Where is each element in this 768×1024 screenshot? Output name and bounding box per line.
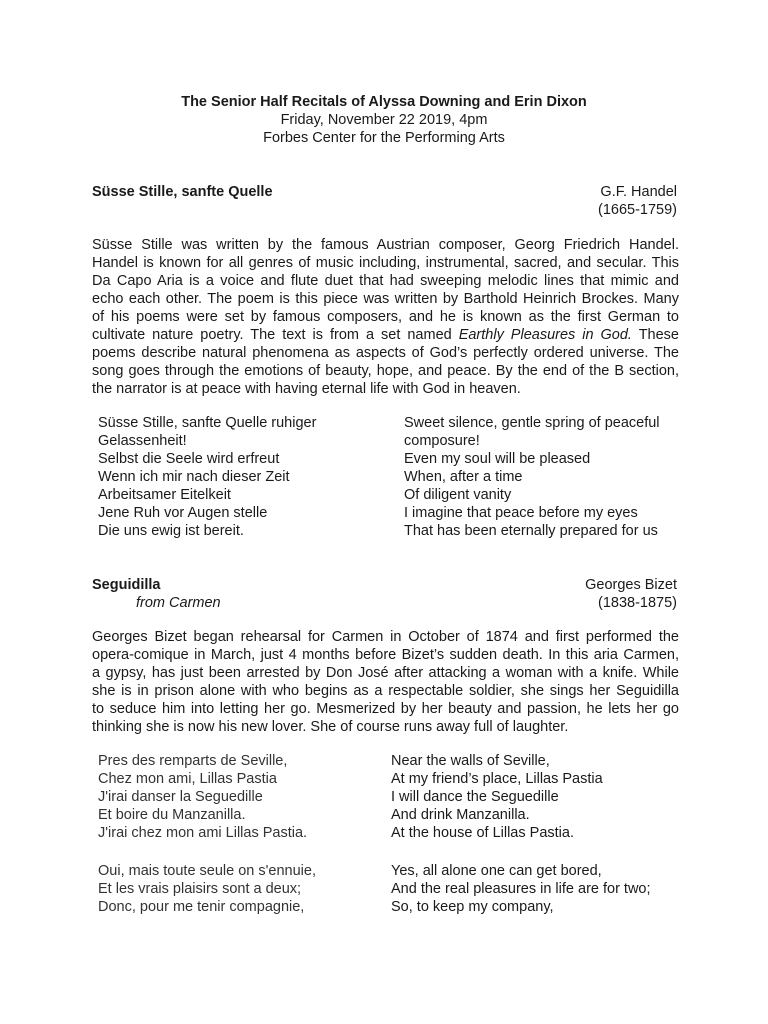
translation-line: When, after a time: [404, 469, 523, 485]
paragraph-line: of his poems were set by famous composers, and he is known as the first German to: [92, 309, 679, 325]
paragraph-line: the narrator is at peace with having eternal life with God in heaven.: [92, 381, 521, 397]
program-date: Friday, November 22 2019, 4pm: [280, 112, 488, 128]
piece1-composer-block: [598, 183, 677, 219]
collection-title: Earthly Pleasures in God.: [458, 327, 632, 343]
piece2-title-block: [92, 576, 221, 612]
program-venue: Forbes Center for the Performing Arts: [263, 130, 505, 146]
lyric-line: Die uns ewig ist bereit.: [98, 523, 244, 539]
paragraph-text: These: [631, 327, 679, 343]
lyric-line: Süsse Stille, sanfte Quelle ruhiger: [98, 415, 317, 431]
piece1-english-translation: [404, 414, 660, 540]
translation-line: At my friend’s place, Lillas Pastia: [391, 771, 603, 787]
lyric-line: Chez mon ami, Lillas Pastia: [98, 771, 277, 787]
translation-line: I will dance the Seguedille: [391, 789, 559, 805]
translation-line: At the house of Lillas Pastia.: [391, 825, 574, 841]
lyric-line: Pres des remparts de Seville,: [98, 753, 288, 769]
translation-line: And drink Manzanilla.: [391, 807, 530, 823]
paragraph-line: poems describe natural phenomena as aspects of God’s perfectly ordered universe. The: [92, 345, 679, 361]
paragraph-line: a gypsy, has just been arrested by Don José after attacking a woman with a knife. While: [92, 665, 679, 681]
paragraph-line: Georges Bizet began rehearsal for Carmen in October of 1874 and first performed the: [92, 629, 679, 645]
translation-line: I imagine that peace before my eyes: [404, 505, 638, 521]
lyric-line: Gelassenheit!: [98, 433, 187, 449]
translation-line: So, to keep my company,: [391, 899, 554, 915]
paragraph-line: she is in prison alone with who begins as a respectable soldier, she sings her Seguidilla: [92, 683, 679, 699]
piece1-description: [92, 236, 679, 398]
lyric-line: Donc, pour me tenir compagnie,: [98, 899, 305, 915]
piece1-composer: G.F. Handel: [600, 184, 677, 200]
lyric-line: Jene Ruh vor Augen stelle: [98, 505, 268, 521]
translation-line: That has been eternally prepared for us: [404, 523, 658, 539]
piece1-dates: (1665-1759): [598, 202, 677, 218]
piece2-subtitle: from Carmen: [136, 595, 221, 611]
paragraph-text: cultivate nature poetry. The text is from a set named: [92, 327, 459, 343]
lyric-line: Selbst die Seele wird erfreut: [98, 451, 280, 467]
paragraph-line: Da Capo Aria is a voice and flute duet that had sweeping melodic lines that mimic and: [92, 273, 679, 289]
piece2-dates: (1838-1875): [598, 595, 677, 611]
translation-line: And the real pleasures in life are for two;: [391, 881, 651, 897]
piece2-composer: Georges Bizet: [585, 577, 677, 593]
paragraph-line: to seduce him into letting her go. Mesmerized by her beauty and passion, he lets her go: [92, 701, 679, 717]
piece2-french-stanza-2: [98, 862, 316, 916]
piece2-english-stanza-1: [391, 752, 603, 842]
lyric-line: J'irai chez mon ami Lillas Pastia.: [98, 825, 308, 841]
piece2-description: [92, 628, 679, 736]
piece2-composer-block: [585, 576, 677, 612]
translation-line: Of diligent vanity: [404, 487, 512, 503]
program-title: The Senior Half Recitals of Alyssa Downing and Erin Dixon: [181, 94, 587, 110]
translation-line: Sweet silence, gentle spring of peaceful: [404, 415, 660, 431]
lyric-line: Et boire du Manzanilla.: [98, 807, 246, 823]
piece2-french-stanza-1: [98, 752, 307, 842]
paragraph-line: Süsse Stille was written by the famous Austrian composer, Georg Friedrich Handel.: [92, 237, 679, 253]
paragraph-line: Handel is known for all genres of music including, instrumental, sacred, and secular. This: [92, 255, 679, 271]
piece1-german-text: [98, 414, 316, 540]
lyric-line: Arbeitsamer Eitelkeit: [98, 487, 231, 503]
translation-line: Yes, all alone one can get bored,: [391, 863, 602, 879]
paragraph-line: thinking she is now his new lover. She of course runs away full of laughter.: [92, 719, 569, 735]
piece2-title: Seguidilla: [92, 577, 161, 593]
piece2-english-stanza-2: [391, 862, 651, 916]
paragraph-line: opera-comique in March, just 4 months before Bizet’s sudden death. In this aria Carmen,: [92, 647, 679, 663]
piece1-title: Süsse Stille, sanfte Quelle: [92, 184, 273, 200]
lyric-line: Et les vrais plaisirs sont a deux;: [98, 881, 302, 897]
program-header: [0, 93, 768, 147]
lyric-line: J'irai danser la Seguedille: [98, 789, 263, 805]
lyric-line: Oui, mais toute seule on s'ennuie,: [98, 863, 316, 879]
translation-line: Near the walls of Seville,: [391, 753, 550, 769]
paragraph-line: echo each other. The poem is this piece was written by Barthold Heinrich Brockes. Many: [92, 291, 679, 307]
translation-line: Even my soul will be pleased: [404, 451, 591, 467]
translation-line: composure!: [404, 433, 480, 449]
lyric-line: Wenn ich mir nach dieser Zeit: [98, 469, 290, 485]
paragraph-line-with-italic: [92, 326, 679, 344]
paragraph-line: song goes through the emotions of beauty, hope, and peace. By the end of the B section,: [92, 363, 679, 379]
